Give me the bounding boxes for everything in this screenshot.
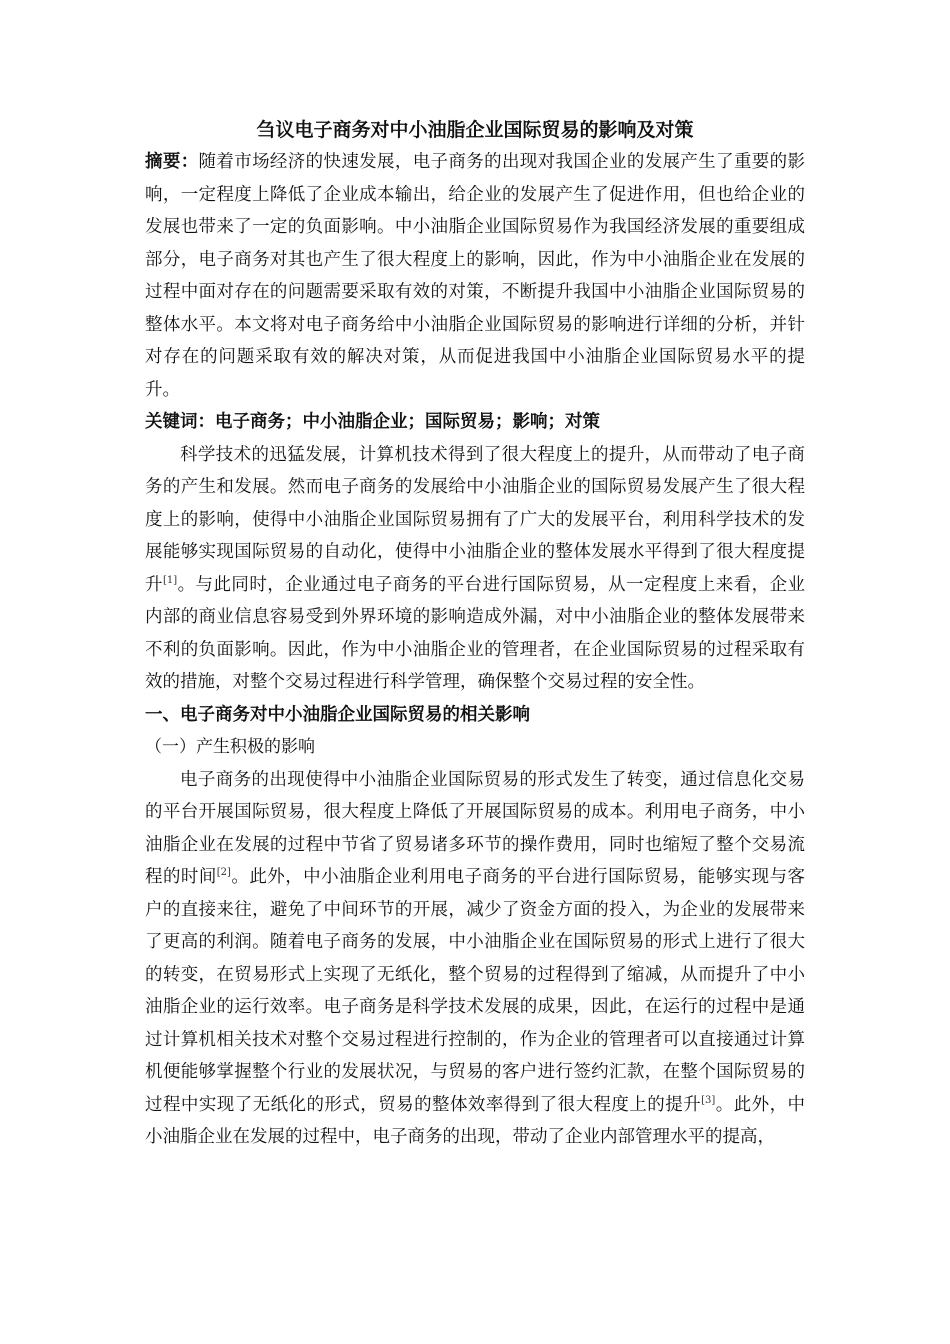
section-1-text-1: 电子商务的出现使得中小油脂企业国际贸易的形式发生了转变，通过信息化交易的平台开展国际贸易，很大程度上降低了开展国际贸易的成本。利用电子商务，中小油脂企业在发展的过程中节省了贸易诸多环节的操作费用，同时也缩短了整个交易流程的时间	[145, 769, 805, 887]
document-page	[145, 114, 805, 1154]
keywords-label: 关键词：	[145, 412, 215, 432]
section-1-subheading: （一）产生积极的影响	[145, 737, 315, 757]
keywords-paragraph	[145, 406, 805, 439]
document-title: 刍议电子商务对中小油脂企业国际贸易的影响及对策	[256, 119, 694, 141]
abstract-paragraph	[145, 146, 805, 406]
abstract-label: 摘要：	[145, 152, 199, 172]
section-1-text-3: 。此外，中小油脂企业在发展的过程中，电子商务的出现，带动了企业内部管理水平的提高，	[145, 1094, 806, 1147]
abstract-text: 随着市场经济的快速发展，电子商务的出现对我国企业的发展产生了重要的影响，一定程度上降低了企业成本输出，给企业的发展产生了促进作用，但也给企业的发展也带来了一定的负面影响。中小油脂企业国际贸易作为我国经济发展的重要组成部分，电子商务对其也产生了很大程度上的影响，因此，作为中小油脂企业在发展的过程中面对存在的问题需要采取有效的对策，不断提升我国中小油脂企业国际贸易的整体水平。本文将对电子商务给中小油脂企业国际贸易的影响进行详细的分析，并针对存在的问题采取有效的解决对策，从而促进我国中小油脂企业国际贸易水平的提升。	[145, 152, 806, 400]
citation-3[interactable]: [3]	[701, 1094, 716, 1106]
citation-1[interactable]: [1]	[162, 574, 178, 586]
section-1-text-2: 。此外，中小油脂企业利用电子商务的平台进行国际贸易，能够实现与客户的直接来往，避免了中间环节的开展，减少了资金方面的投入，为企业的发展带来了更高的利润。随着电子商务的发展，中小油脂企业在国际贸易的形式上进行了很大的转变，在贸易形式上实现了无纸化，整个贸易的过程得到了缩减，从而提升了中小油脂企业的运行效率。电子商务是科学技术发展的成果，因此，在运行的过程中是通过计算机相关技术对整个交易过程进行控制的，作为企业的管理者可以直接通过计算机便能够掌握整个行业的发展状况，与贸易的客户进行签约汇款，在整个国际贸易的过程中实现了无纸化的形式，贸易的整体效率得到了很大程度上的提升	[145, 867, 806, 1115]
intro-text-1: 科学技术的迅猛发展，计算机技术得到了很大程度上的提升，从而带动了电子商务的产生和发展。然而电子商务的发展给中小油脂企业的国际贸易发展产生了很大程度上的影响，使得中小油脂企业国际贸易拥有了广大的发展平台，利用科学技术的发展能够实现国际贸易的自动化，使得中小油脂企业的整体发展水平得到了很大程度提升	[145, 444, 805, 595]
section-1-heading: 一、电子商务对中小油脂企业国际贸易的相关影响	[145, 704, 530, 725]
citation-2[interactable]: [2]	[216, 867, 231, 878]
intro-text-2: 。与此同时，企业通过电子商务的平台进行国际贸易，从一定程度上来看，企业内部的商业信息容易受到外界环境的影响造成外漏，对中小油脂企业的整体发展带来不利的负面影响。因此，作为中小油脂企业的管理者，在企业国际贸易的过程采取有效的措施，对整个交易过程进行科学管理，确保整个交易过程的安全性。	[145, 574, 806, 692]
keywords-text: 电子商务；中小油脂企业；国际贸易；影响；对策	[215, 412, 600, 432]
section-1-paragraph	[145, 764, 805, 1154]
intro-paragraph	[145, 439, 805, 699]
